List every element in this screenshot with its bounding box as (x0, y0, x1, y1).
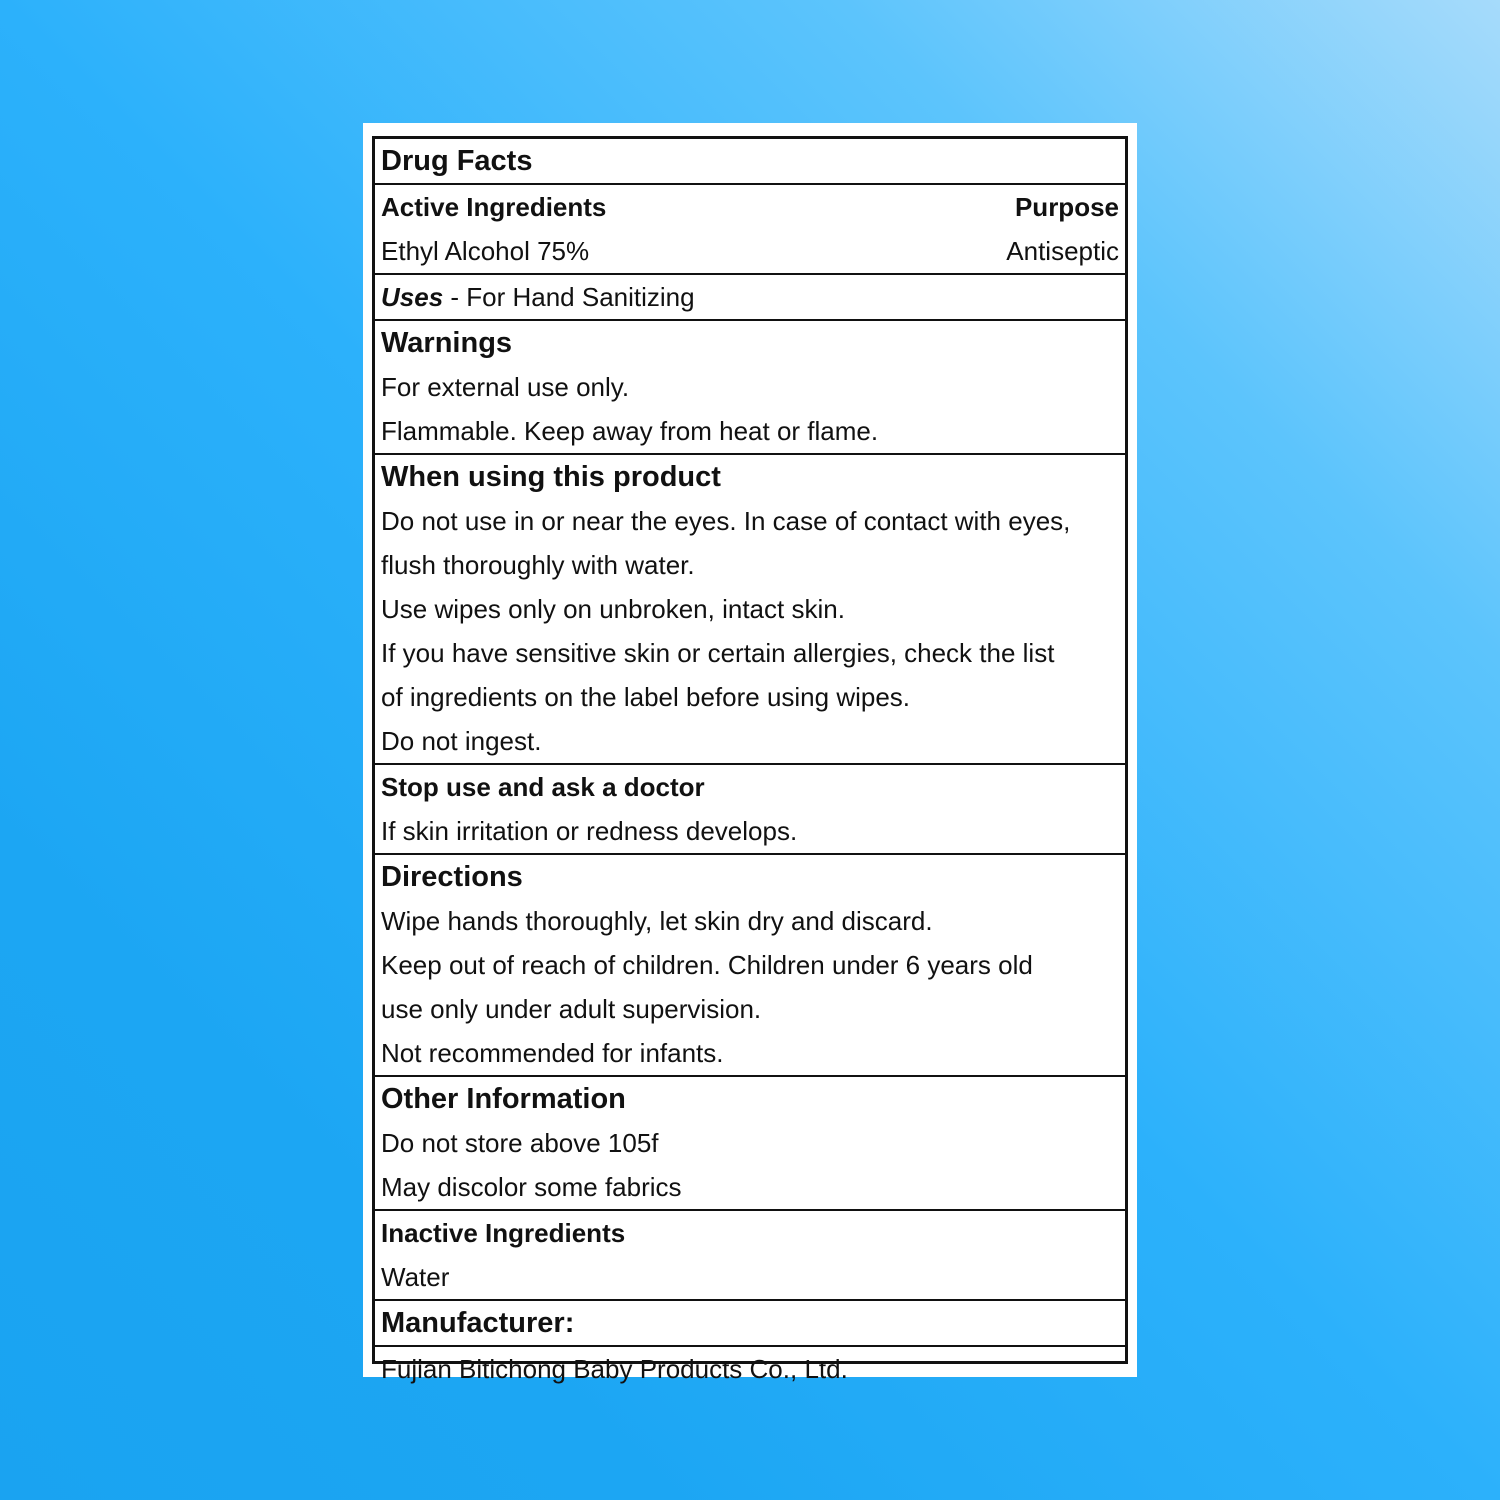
when-using-line: of ingredients on the label before using wipes. (381, 682, 911, 712)
manufacturer-name-section (375, 1347, 1125, 1391)
stop-use-heading: Stop use and ask a doctor (381, 772, 705, 802)
title-section (375, 139, 1125, 185)
uses-section (375, 275, 1125, 321)
inactive-ingredients-section (375, 1211, 1125, 1301)
active-ingredient-name: Ethyl Alcohol 75% (381, 236, 590, 266)
warnings-line: For external use only. (381, 372, 630, 402)
manufacturer-heading: Manufacturer: (381, 1307, 575, 1339)
stop-use-section (375, 765, 1125, 855)
when-using-line: flush thoroughly with water. (381, 550, 695, 580)
purpose-heading: Purpose (1014, 192, 1119, 222)
active-ingredient-row (381, 229, 1119, 273)
active-header-row (381, 185, 1119, 229)
manufacturer-name: Fujian Bitichong Baby Products Co., Ltd. (381, 1354, 848, 1384)
other-information-line: Do not store above 105f (381, 1128, 659, 1158)
warnings-section (375, 321, 1125, 455)
when-using-section (375, 455, 1125, 765)
directions-line: Wipe hands thoroughly, let skin dry and discard. (381, 906, 933, 936)
inactive-ingredients-line: Water (381, 1262, 450, 1292)
label-title: Drug Facts (381, 145, 533, 177)
other-information-heading: Other Information (381, 1083, 626, 1115)
active-ingredients-section (375, 185, 1125, 275)
warnings-heading: Warnings (381, 327, 513, 359)
directions-line: Keep out of reach of children. Children under 6 years old (381, 950, 1033, 980)
drug-facts-label (372, 136, 1128, 1384)
when-using-line: If you have sensitive skin or certain allergies, check the list (381, 638, 1055, 668)
directions-line: Not recommended for infants. (381, 1038, 724, 1068)
stop-use-line: If skin irritation or redness develops. (381, 816, 798, 846)
when-using-line: Use wipes only on unbroken, intact skin. (381, 594, 845, 624)
directions-heading: Directions (381, 861, 523, 893)
uses-label: Uses (381, 282, 444, 312)
when-using-heading: When using this product (381, 461, 721, 493)
uses-text: For Hand Sanitizing (466, 282, 695, 312)
directions-line: use only under adult supervision. (381, 994, 762, 1024)
manufacturer-heading-section (375, 1301, 1125, 1347)
uses-line (381, 275, 1119, 319)
other-information-line: May discolor some fabrics (381, 1172, 682, 1202)
other-information-section (375, 1077, 1125, 1211)
active-ingredients-heading: Active Ingredients (381, 192, 607, 222)
warnings-line: Flammable. Keep away from heat or flame. (381, 416, 879, 446)
drug-facts-card (363, 123, 1137, 1384)
when-using-line: Do not use in or near the eyes. In case of contact with eyes, (381, 506, 1071, 536)
uses-separator: - (443, 282, 467, 312)
active-ingredient-purpose: Antiseptic (1006, 236, 1119, 266)
when-using-line: Do not ingest. (381, 726, 542, 756)
directions-section (375, 855, 1125, 1077)
inactive-ingredients-heading: Inactive Ingredients (381, 1218, 626, 1248)
